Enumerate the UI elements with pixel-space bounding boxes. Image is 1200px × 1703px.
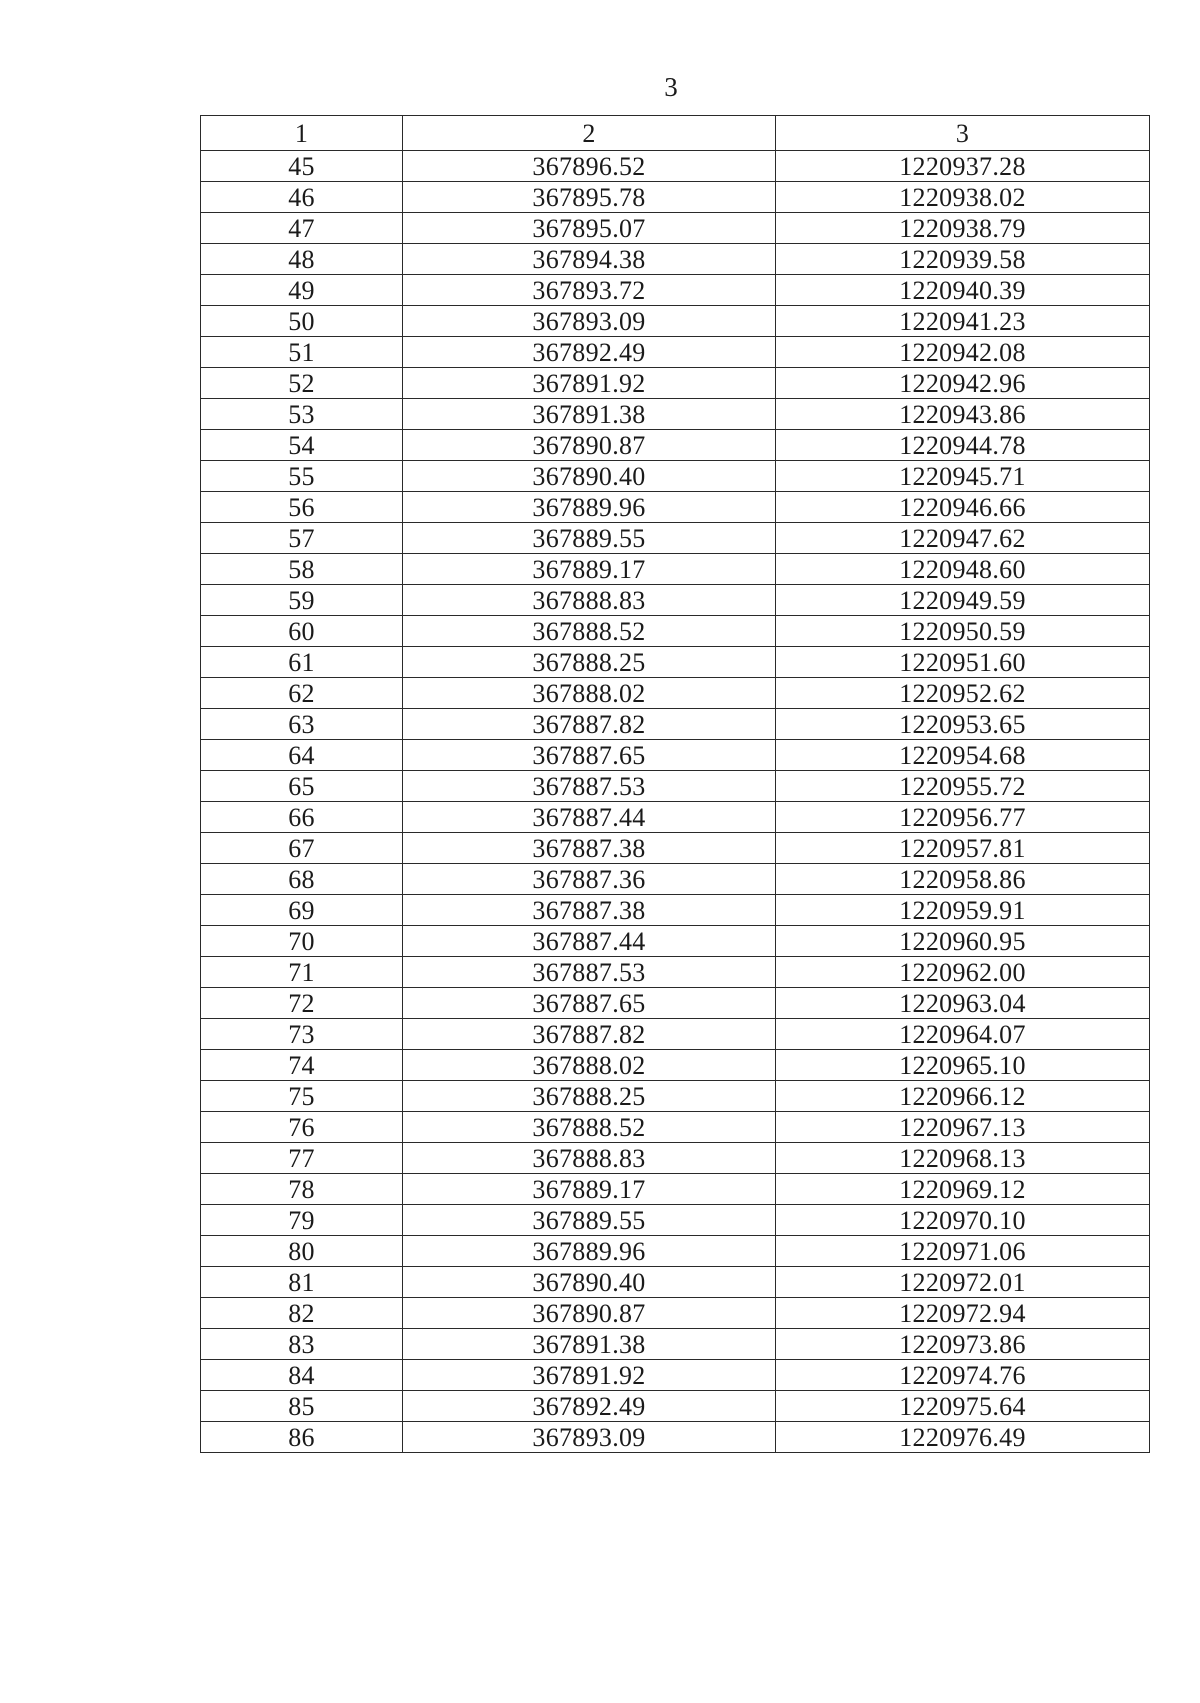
- x-coordinate-cell: 367887.65: [403, 988, 776, 1019]
- point-number-cell: 58: [201, 554, 403, 585]
- point-number-cell: 49: [201, 275, 403, 306]
- x-coordinate-cell: 367887.44: [403, 802, 776, 833]
- coordinates-table: [200, 115, 1150, 1453]
- table-row: [201, 151, 1150, 182]
- point-number-cell: 76: [201, 1112, 403, 1143]
- x-coordinate-cell: 367889.17: [403, 554, 776, 585]
- x-coordinate-cell: 367887.82: [403, 709, 776, 740]
- y-coordinate-cell: 1220943.86: [776, 399, 1150, 430]
- point-number-cell: 81: [201, 1267, 403, 1298]
- y-coordinate-cell: 1220960.95: [776, 926, 1150, 957]
- y-coordinate-cell: 1220947.62: [776, 523, 1150, 554]
- y-coordinate-cell: 1220938.02: [776, 182, 1150, 213]
- point-number-cell: 78: [201, 1174, 403, 1205]
- x-coordinate-cell: 367889.17: [403, 1174, 776, 1205]
- table-row: [201, 1298, 1150, 1329]
- x-coordinate-cell: 367890.40: [403, 1267, 776, 1298]
- table-row: [201, 1422, 1150, 1453]
- y-coordinate-cell: 1220969.12: [776, 1174, 1150, 1205]
- y-coordinate-cell: 1220940.39: [776, 275, 1150, 306]
- y-coordinate-cell: 1220957.81: [776, 833, 1150, 864]
- table-row: [201, 213, 1150, 244]
- y-coordinate-cell: 1220942.96: [776, 368, 1150, 399]
- point-number-cell: 71: [201, 957, 403, 988]
- y-coordinate-cell: 1220945.71: [776, 461, 1150, 492]
- x-coordinate-cell: 367894.38: [403, 244, 776, 275]
- x-coordinate-cell: 367892.49: [403, 337, 776, 368]
- column-header-2: 2: [403, 116, 776, 151]
- point-number-cell: 60: [201, 616, 403, 647]
- table-row: [201, 864, 1150, 895]
- y-coordinate-cell: 1220967.13: [776, 1112, 1150, 1143]
- y-coordinate-cell: 1220954.68: [776, 740, 1150, 771]
- y-coordinate-cell: 1220972.94: [776, 1298, 1150, 1329]
- y-coordinate-cell: 1220949.59: [776, 585, 1150, 616]
- table-row: [201, 988, 1150, 1019]
- table-row: [201, 678, 1150, 709]
- point-number-cell: 74: [201, 1050, 403, 1081]
- point-number-cell: 52: [201, 368, 403, 399]
- table-row: [201, 1236, 1150, 1267]
- point-number-cell: 50: [201, 306, 403, 337]
- x-coordinate-cell: 367889.96: [403, 1236, 776, 1267]
- table-row: [201, 368, 1150, 399]
- y-coordinate-cell: 1220944.78: [776, 430, 1150, 461]
- x-coordinate-cell: 367891.92: [403, 368, 776, 399]
- x-coordinate-cell: 367888.25: [403, 647, 776, 678]
- point-number-cell: 70: [201, 926, 403, 957]
- y-coordinate-cell: 1220959.91: [776, 895, 1150, 926]
- y-coordinate-cell: 1220971.06: [776, 1236, 1150, 1267]
- x-coordinate-cell: 367893.72: [403, 275, 776, 306]
- table-row: [201, 337, 1150, 368]
- table-row: [201, 430, 1150, 461]
- x-coordinate-cell: 367888.83: [403, 1143, 776, 1174]
- y-coordinate-cell: 1220964.07: [776, 1019, 1150, 1050]
- y-coordinate-cell: 1220942.08: [776, 337, 1150, 368]
- table-row: [201, 244, 1150, 275]
- table-row: [201, 1081, 1150, 1112]
- point-number-cell: 80: [201, 1236, 403, 1267]
- x-coordinate-cell: 367891.92: [403, 1360, 776, 1391]
- point-number-cell: 51: [201, 337, 403, 368]
- point-number-cell: 79: [201, 1205, 403, 1236]
- y-coordinate-cell: 1220953.65: [776, 709, 1150, 740]
- table-row: [201, 461, 1150, 492]
- y-coordinate-cell: 1220951.60: [776, 647, 1150, 678]
- table-row: [201, 802, 1150, 833]
- point-number-cell: 68: [201, 864, 403, 895]
- x-coordinate-cell: 367889.55: [403, 1205, 776, 1236]
- table-row: [201, 1143, 1150, 1174]
- point-number-cell: 75: [201, 1081, 403, 1112]
- y-coordinate-cell: 1220941.23: [776, 306, 1150, 337]
- point-number-cell: 84: [201, 1360, 403, 1391]
- y-coordinate-cell: 1220966.12: [776, 1081, 1150, 1112]
- y-coordinate-cell: 1220963.04: [776, 988, 1150, 1019]
- table-row: [201, 740, 1150, 771]
- table-row: [201, 957, 1150, 988]
- table-row: [201, 771, 1150, 802]
- y-coordinate-cell: 1220948.60: [776, 554, 1150, 585]
- point-number-cell: 48: [201, 244, 403, 275]
- y-coordinate-cell: 1220946.66: [776, 492, 1150, 523]
- table-row: [201, 1019, 1150, 1050]
- point-number-cell: 72: [201, 988, 403, 1019]
- table-row: [201, 492, 1150, 523]
- table-row: [201, 275, 1150, 306]
- y-coordinate-cell: 1220970.10: [776, 1205, 1150, 1236]
- y-coordinate-cell: 1220976.49: [776, 1422, 1150, 1453]
- table-row: [201, 1360, 1150, 1391]
- y-coordinate-cell: 1220939.58: [776, 244, 1150, 275]
- x-coordinate-cell: 367888.52: [403, 1112, 776, 1143]
- point-number-cell: 66: [201, 802, 403, 833]
- x-coordinate-cell: 367895.07: [403, 213, 776, 244]
- point-number-cell: 67: [201, 833, 403, 864]
- header-row: [201, 116, 1150, 151]
- table-row: [201, 554, 1150, 585]
- point-number-cell: 57: [201, 523, 403, 554]
- x-coordinate-cell: 367893.09: [403, 1422, 776, 1453]
- point-number-cell: 85: [201, 1391, 403, 1422]
- x-coordinate-cell: 367891.38: [403, 399, 776, 430]
- point-number-cell: 46: [201, 182, 403, 213]
- table-row: [201, 709, 1150, 740]
- point-number-cell: 83: [201, 1329, 403, 1360]
- point-number-cell: 63: [201, 709, 403, 740]
- table-row: [201, 585, 1150, 616]
- x-coordinate-cell: 367887.44: [403, 926, 776, 957]
- table-row: [201, 1050, 1150, 1081]
- y-coordinate-cell: 1220972.01: [776, 1267, 1150, 1298]
- point-number-cell: 45: [201, 151, 403, 182]
- y-coordinate-cell: 1220975.64: [776, 1391, 1150, 1422]
- x-coordinate-cell: 367888.25: [403, 1081, 776, 1112]
- x-coordinate-cell: 367888.52: [403, 616, 776, 647]
- y-coordinate-cell: 1220958.86: [776, 864, 1150, 895]
- table-row: [201, 1205, 1150, 1236]
- x-coordinate-cell: 367896.52: [403, 151, 776, 182]
- x-coordinate-cell: 367887.38: [403, 833, 776, 864]
- table-row: [201, 616, 1150, 647]
- x-coordinate-cell: 367890.40: [403, 461, 776, 492]
- y-coordinate-cell: 1220965.10: [776, 1050, 1150, 1081]
- x-coordinate-cell: 367893.09: [403, 306, 776, 337]
- point-number-cell: 65: [201, 771, 403, 802]
- page-number: 3: [664, 72, 678, 102]
- table-row: [201, 1329, 1150, 1360]
- point-number-cell: 62: [201, 678, 403, 709]
- table-row: [201, 399, 1150, 430]
- table-row: [201, 926, 1150, 957]
- x-coordinate-cell: 367888.02: [403, 1050, 776, 1081]
- table-row: [201, 1174, 1150, 1205]
- point-number-cell: 73: [201, 1019, 403, 1050]
- column-header-1: 1: [201, 116, 403, 151]
- point-number-cell: 53: [201, 399, 403, 430]
- point-number-cell: 77: [201, 1143, 403, 1174]
- x-coordinate-cell: 367887.36: [403, 864, 776, 895]
- table-row: [201, 306, 1150, 337]
- x-coordinate-cell: 367891.38: [403, 1329, 776, 1360]
- table-header: [201, 116, 1150, 151]
- x-coordinate-cell: 367890.87: [403, 430, 776, 461]
- y-coordinate-cell: 1220962.00: [776, 957, 1150, 988]
- x-coordinate-cell: 367890.87: [403, 1298, 776, 1329]
- table-row: [201, 833, 1150, 864]
- y-coordinate-cell: 1220956.77: [776, 802, 1150, 833]
- x-coordinate-cell: 367887.82: [403, 1019, 776, 1050]
- y-coordinate-cell: 1220950.59: [776, 616, 1150, 647]
- table-row: [201, 1391, 1150, 1422]
- x-coordinate-cell: 367888.83: [403, 585, 776, 616]
- point-number-cell: 47: [201, 213, 403, 244]
- x-coordinate-cell: 367892.49: [403, 1391, 776, 1422]
- point-number-cell: 86: [201, 1422, 403, 1453]
- point-number-cell: 69: [201, 895, 403, 926]
- point-number-cell: 64: [201, 740, 403, 771]
- x-coordinate-cell: 367889.55: [403, 523, 776, 554]
- table-row: [201, 647, 1150, 678]
- point-number-cell: 56: [201, 492, 403, 523]
- y-coordinate-cell: 1220955.72: [776, 771, 1150, 802]
- point-number-cell: 54: [201, 430, 403, 461]
- y-coordinate-cell: 1220974.76: [776, 1360, 1150, 1391]
- y-coordinate-cell: 1220938.79: [776, 213, 1150, 244]
- y-coordinate-cell: 1220973.86: [776, 1329, 1150, 1360]
- point-number-cell: 55: [201, 461, 403, 492]
- y-coordinate-cell: 1220968.13: [776, 1143, 1150, 1174]
- column-header-3: 3: [776, 116, 1150, 151]
- table-row: [201, 1112, 1150, 1143]
- table-row: [201, 1267, 1150, 1298]
- x-coordinate-cell: 367887.53: [403, 957, 776, 988]
- table-row: [201, 523, 1150, 554]
- x-coordinate-cell: 367887.53: [403, 771, 776, 802]
- x-coordinate-cell: 367889.96: [403, 492, 776, 523]
- point-number-cell: 82: [201, 1298, 403, 1329]
- y-coordinate-cell: 1220937.28: [776, 151, 1150, 182]
- x-coordinate-cell: 367895.78: [403, 182, 776, 213]
- table-row: [201, 895, 1150, 926]
- x-coordinate-cell: 367888.02: [403, 678, 776, 709]
- table-row: [201, 182, 1150, 213]
- table-body: [201, 151, 1150, 1453]
- point-number-cell: 61: [201, 647, 403, 678]
- y-coordinate-cell: 1220952.62: [776, 678, 1150, 709]
- x-coordinate-cell: 367887.65: [403, 740, 776, 771]
- point-number-cell: 59: [201, 585, 403, 616]
- x-coordinate-cell: 367887.38: [403, 895, 776, 926]
